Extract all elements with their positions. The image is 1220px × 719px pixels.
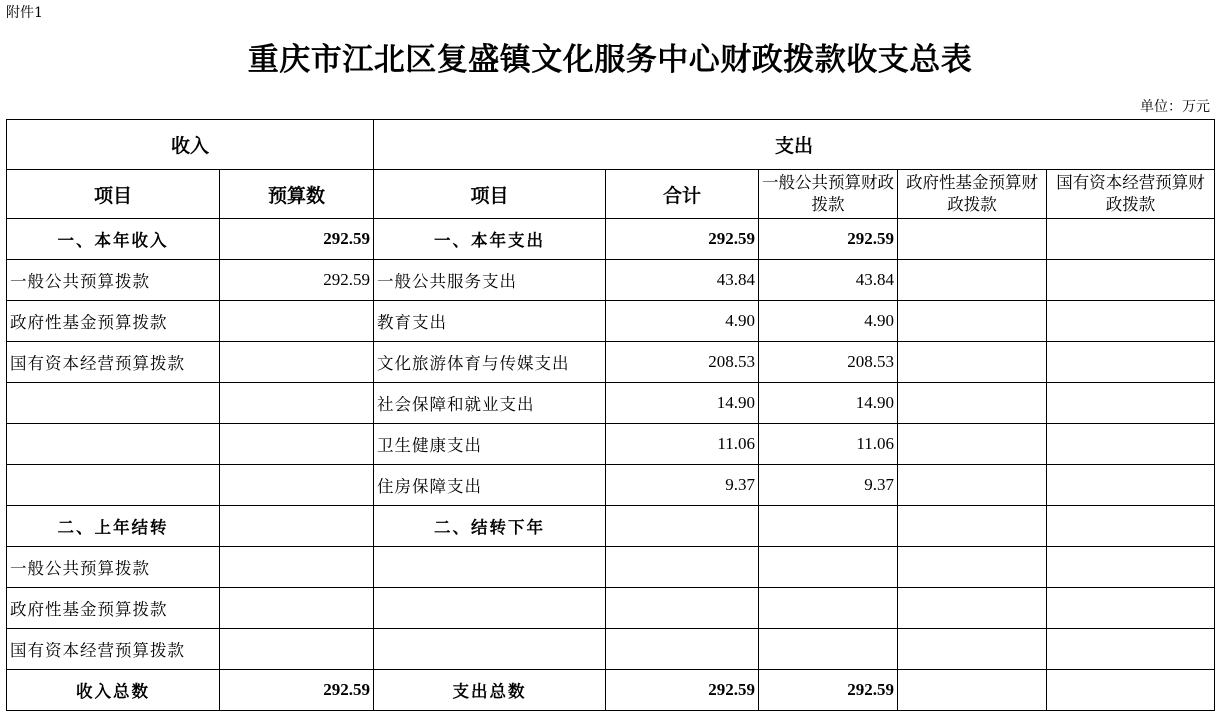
total-cell [606, 629, 759, 670]
income-item-cell: 二、上年结转 [7, 506, 220, 547]
budget-cell [220, 465, 374, 506]
budget-cell [220, 588, 374, 629]
header-row-columns [7, 170, 1215, 219]
expense-item-cell: 社会保障和就业支出 [374, 383, 606, 424]
total-cell: 292.59 [606, 219, 759, 260]
state-capital-cell [1047, 670, 1215, 711]
budget-cell [220, 342, 374, 383]
state-capital-header: 国有资本经营预算财政拨款 [1047, 170, 1215, 219]
state-capital-cell [1047, 465, 1215, 506]
income-item-cell: 国有资本经营预算拨款 [7, 342, 220, 383]
income-item-header: 项目 [7, 170, 220, 219]
expense-item-cell: 支出总数 [374, 670, 606, 711]
budget-summary-table [6, 119, 1215, 711]
gov-fund-cell [898, 670, 1047, 711]
income-item-cell [7, 424, 220, 465]
budget-cell: 292.59 [220, 260, 374, 301]
gov-fund-header: 政府性基金预算财政拨款 [898, 170, 1047, 219]
total-cell: 43.84 [606, 260, 759, 301]
general-budget-cell [759, 547, 898, 588]
gov-fund-cell [898, 547, 1047, 588]
expense-item-cell: 卫生健康支出 [374, 424, 606, 465]
state-capital-cell [1047, 342, 1215, 383]
gov-fund-cell [898, 465, 1047, 506]
budget-cell [220, 547, 374, 588]
table-row [7, 383, 1215, 424]
total-cell: 11.06 [606, 424, 759, 465]
general-budget-cell: 208.53 [759, 342, 898, 383]
income-item-cell: 一般公共预算拨款 [7, 260, 220, 301]
table-row [7, 588, 1215, 629]
gov-fund-cell [898, 219, 1047, 260]
general-budget-cell: 14.90 [759, 383, 898, 424]
gov-fund-cell [898, 301, 1047, 342]
budget-cell [220, 301, 374, 342]
total-cell [606, 588, 759, 629]
state-capital-cell [1047, 629, 1215, 670]
expense-item-cell [374, 588, 606, 629]
expense-item-cell: 教育支出 [374, 301, 606, 342]
total-cell [606, 547, 759, 588]
expense-item-cell: 住房保障支出 [374, 465, 606, 506]
budget-cell [220, 506, 374, 547]
gov-fund-cell [898, 588, 1047, 629]
income-item-cell [7, 465, 220, 506]
state-capital-cell [1047, 383, 1215, 424]
unit-label: 单位：万元 [1140, 99, 1210, 115]
table-row [7, 465, 1215, 506]
expense-item-header: 项目 [374, 170, 606, 219]
budget-cell [220, 424, 374, 465]
income-item-cell: 一、本年收入 [7, 219, 220, 260]
table-row [7, 424, 1215, 465]
income-item-cell: 收入总数 [7, 670, 220, 711]
budget-cell [220, 629, 374, 670]
income-item-cell: 国有资本经营预算拨款 [7, 629, 220, 670]
general-budget-cell [759, 629, 898, 670]
page-title: 重庆市江北区复盛镇文化服务中心财政拨款收支总表 [247, 42, 973, 78]
income-header: 收入 [7, 120, 374, 170]
general-budget-cell: 43.84 [759, 260, 898, 301]
expense-item-cell [374, 547, 606, 588]
general-budget-cell [759, 506, 898, 547]
general-budget-cell: 9.37 [759, 465, 898, 506]
state-capital-cell [1047, 219, 1215, 260]
general-budget-cell: 292.59 [759, 670, 898, 711]
income-item-cell [7, 383, 220, 424]
state-capital-cell [1047, 588, 1215, 629]
total-cell: 14.90 [606, 383, 759, 424]
total-cell: 208.53 [606, 342, 759, 383]
expense-item-cell: 一、本年支出 [374, 219, 606, 260]
header-row-top [7, 120, 1215, 170]
expense-item-cell [374, 629, 606, 670]
budget-cell: 292.59 [220, 670, 374, 711]
expense-item-cell: 文化旅游体育与传媒支出 [374, 342, 606, 383]
income-item-cell: 政府性基金预算拨款 [7, 588, 220, 629]
table-row [7, 219, 1215, 260]
income-item-cell: 政府性基金预算拨款 [7, 301, 220, 342]
total-header: 合计 [606, 170, 759, 219]
general-budget-header: 一般公共预算财政拨款 [759, 170, 898, 219]
state-capital-cell [1047, 424, 1215, 465]
expense-item-cell: 二、结转下年 [374, 506, 606, 547]
annex-label: 附件1 [6, 5, 43, 21]
expense-header: 支出 [374, 120, 1215, 170]
table-row [7, 506, 1215, 547]
gov-fund-cell [898, 342, 1047, 383]
budget-cell [220, 383, 374, 424]
budget-cell: 292.59 [220, 219, 374, 260]
general-budget-cell [759, 588, 898, 629]
gov-fund-cell [898, 506, 1047, 547]
state-capital-cell [1047, 506, 1215, 547]
table-row [7, 260, 1215, 301]
state-capital-cell [1047, 301, 1215, 342]
table-row [7, 629, 1215, 670]
general-budget-cell: 4.90 [759, 301, 898, 342]
gov-fund-cell [898, 629, 1047, 670]
gov-fund-cell [898, 424, 1047, 465]
total-cell [606, 506, 759, 547]
general-budget-cell: 292.59 [759, 219, 898, 260]
total-cell: 4.90 [606, 301, 759, 342]
total-cell: 9.37 [606, 465, 759, 506]
total-cell: 292.59 [606, 670, 759, 711]
table-row [7, 301, 1215, 342]
table-row [7, 342, 1215, 383]
table-row [7, 547, 1215, 588]
general-budget-cell: 11.06 [759, 424, 898, 465]
budget-header: 预算数 [220, 170, 374, 219]
expense-item-cell: 一般公共服务支出 [374, 260, 606, 301]
table-row [7, 670, 1215, 711]
income-item-cell: 一般公共预算拨款 [7, 547, 220, 588]
state-capital-cell [1047, 547, 1215, 588]
gov-fund-cell [898, 383, 1047, 424]
state-capital-cell [1047, 260, 1215, 301]
gov-fund-cell [898, 260, 1047, 301]
